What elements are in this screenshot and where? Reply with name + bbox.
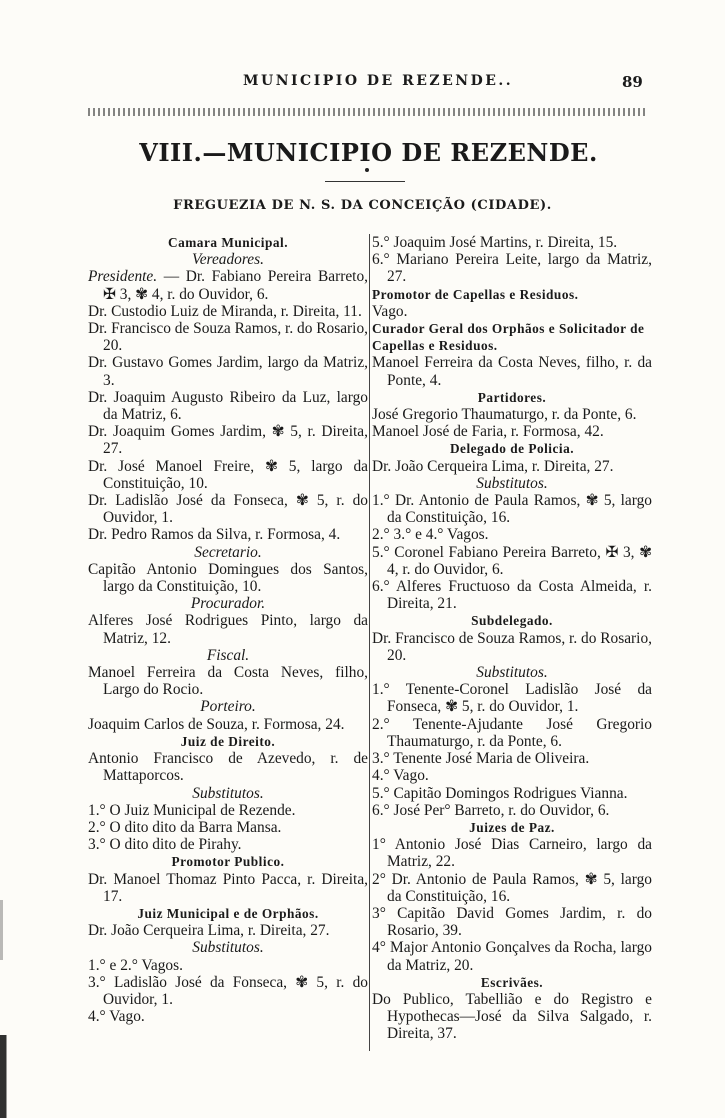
section-heading: Escrivães. <box>480 974 544 990</box>
directory-entry: 5.° Coronel Fabiano Pereira Barreto, ✠ 3, ✾ 4, r. do Ouvidor, 6. <box>372 543 652 578</box>
running-title: MUNICIPIO DE REZENDE.. <box>243 73 514 89</box>
directory-entry: 4.° Vago. <box>88 1008 145 1026</box>
subsection-heading: Secretario. <box>194 543 262 561</box>
left-column <box>88 234 368 1025</box>
directory-entry: Dr. Ladislão José da Fonseca, ✾ 5, r. do Ouvidor, 1. <box>88 492 368 527</box>
directory-entry: Dr. Manoel Thomaz Pinto Pacca, r. Direita, 17. <box>88 870 368 905</box>
subsection-heading: Substitutos. <box>192 784 264 802</box>
directory-entry: Vago. <box>372 302 408 320</box>
subsection-heading: Procurador. <box>190 595 266 613</box>
directory-entry: 3° Capitão David Gomes Jardim, r. do Rosario, 39. <box>372 904 652 940</box>
directory-entry: 2.° O dito dito da Barra Mansa. <box>88 818 282 836</box>
section-heading: Curador Geral dos Orphãos e Solicitador de Capellas e Residuos. <box>372 321 645 354</box>
section-heading: Promotor Publico. <box>171 854 285 870</box>
directory-entry: Antonio Francisco de Azevedo, r. de Mattaporcos. <box>88 750 368 785</box>
directory-entry: 2.° Tenente-Ajudante José Gregorio Thaumaturgo, r. da Ponte, 6. <box>372 715 652 750</box>
directory-entry: 6.° Alferes Fructuoso da Costa Almeida, r. Direita, 21. <box>372 578 652 613</box>
directory-entry: 4.° Vago. <box>372 767 429 785</box>
directory-entry: Do Publico, Tabellião e do Registro e Hypothecas—José da Silva Salgado, r. Direita, 37. <box>372 990 652 1043</box>
section-heading: Partidores. <box>477 389 547 405</box>
directory-entry: Dr. Gustavo Gomes Jardim, largo da Matriz, 3. <box>88 354 368 389</box>
chapter-rule <box>325 181 405 182</box>
directory-entry: Dr. João Cerqueira Lima, r. Direita, 27. <box>372 457 614 475</box>
directory-entry: José Gregorio Thaumaturgo, r. da Ponte, 6. <box>372 406 637 424</box>
running-head <box>0 73 725 97</box>
directory-entry: 6.° José Per° Barreto, r. do Ouvidor, 6. <box>372 801 610 819</box>
directory-entry: 5.° Joaquim José Martins, r. Direita, 15. <box>372 234 618 251</box>
directory-entry: Manoel José de Faria, r. Formosa, 42. <box>372 423 604 441</box>
section-heading: Promotor de Capellas e Residuos. <box>372 286 579 302</box>
directory-entry: 5.° Capitão Domingos Rodrigues Vianna. <box>372 784 628 802</box>
right-column <box>372 234 652 1043</box>
directory-entry: 3.° O dito dito de Pirahy. <box>88 836 242 854</box>
section-heading: Camara Municipal. <box>167 235 289 250</box>
directory-entry <box>88 268 368 302</box>
directory-entry: Capitão Antonio Domingues dos Santos, largo da Constituição, 10. <box>88 560 368 596</box>
subsection-heading: Porteiro. <box>200 698 256 716</box>
subsection-heading: Fiscal. <box>206 646 250 664</box>
chapter-title: VIII.—MUNICIPIO DE REZENDE. <box>6 138 725 167</box>
subsection-heading: Substitutos. <box>476 664 548 682</box>
directory-entry: 1.° O Juiz Municipal de Rezende. <box>88 801 296 819</box>
binding-edge <box>0 1035 12 1118</box>
directory-entry: Dr. Joaquim Gomes Jardim, ✾ 5, r. Direita, 27. <box>88 423 368 458</box>
directory-entry: 1.° Dr. Antonio de Paula Ramos, ✾ 5, largo da Constituição, 16. <box>372 492 652 527</box>
parish-heading: FREGUEZIA DE N. S. DA CONCEIÇÃO (CIDADE). <box>173 198 552 213</box>
section-heading: Juiz Municipal e de Orphãos. <box>137 905 319 921</box>
directory-entry: 1.° Tenente-Coronel Ladislão José da Fonseca, ✾ 5, r. do Ouvidor, 1. <box>372 681 652 716</box>
column-divider <box>369 234 370 1051</box>
page-number: 89 <box>622 73 643 91</box>
entry-text: — Dr. Fabiano Pereira Barreto, ✠ 3, ✾ 4, r. do Ouvidor, 6. <box>103 268 368 303</box>
entry-label: Presidente. <box>88 268 158 286</box>
directory-entry: Dr. José Manoel Freire, ✾ 5, largo da Constituição, 10. <box>88 457 368 492</box>
section-heading: Subdelegado. <box>471 613 553 629</box>
subsection-heading: Substitutos. <box>192 939 264 957</box>
directory-entry: Manoel Ferreira da Costa Neves, filho, r. da Ponte, 4. <box>372 354 652 389</box>
directory-entry: Dr. João Cerqueira Lima, r. Direita, 27. <box>88 922 330 940</box>
directory-entry: Dr. Pedro Ramos da Silva, r. Formosa, 4. <box>88 526 341 544</box>
directory-entry: Manoel Ferreira da Costa Neves, filho, Largo do Rocio. <box>88 664 368 699</box>
directory-entry: Dr. Joaquim Augusto Ribeiro da Luz, largo da Matriz, 6. <box>88 388 368 424</box>
section-heading: Juiz de Direito. <box>180 733 276 749</box>
directory-entry: 1.° e 2.° Vagos. <box>88 956 183 974</box>
section-heading: Juizes de Paz. <box>469 819 555 835</box>
directory-entry: Dr. Francisco de Souza Ramos, r. do Rosario, 20. <box>372 629 652 664</box>
directory-entry: 2° Dr. Antonio de Paula Ramos, ✾ 5, largo da Constituição, 16. <box>372 870 652 905</box>
directory-entry: 3.° Ladislão José da Fonseca, ✾ 5, r. do Ouvidor, 1. <box>88 973 368 1008</box>
directory-entry: 2.° 3.° e 4.° Vagos. <box>372 526 489 544</box>
section-heading: Delegado de Policia. <box>449 441 575 457</box>
directory-entry: 4° Major Antonio Gonçalves da Rocha, largo da Matriz, 20. <box>372 939 652 974</box>
subsection-heading: Substitutos. <box>476 474 548 492</box>
directory-entry: Dr. Francisco de Souza Ramos, r. do Rosario, 20. <box>88 320 368 355</box>
binding-shadow <box>0 900 3 960</box>
directory-entry: Joaquim Carlos de Souza, r. Formosa, 24. <box>88 715 345 733</box>
ornamental-rule <box>88 108 646 116</box>
directory-entry: 6.° Mariano Pereira Leite, largo da Matriz, 27. <box>372 251 652 286</box>
directory-entry: 1° Antonio José Dias Carneiro, largo da Matriz, 22. <box>372 836 652 871</box>
directory-entry: 3.° Tenente José Maria de Oliveira. <box>372 750 590 768</box>
subsection-heading: Vereadores. <box>192 251 264 269</box>
directory-entry: Dr. Custodio Luiz de Miranda, r. Direita, 11. <box>88 302 362 320</box>
directory-entry: Alferes José Rodrigues Pinto, largo da Matriz, 12. <box>88 612 368 647</box>
